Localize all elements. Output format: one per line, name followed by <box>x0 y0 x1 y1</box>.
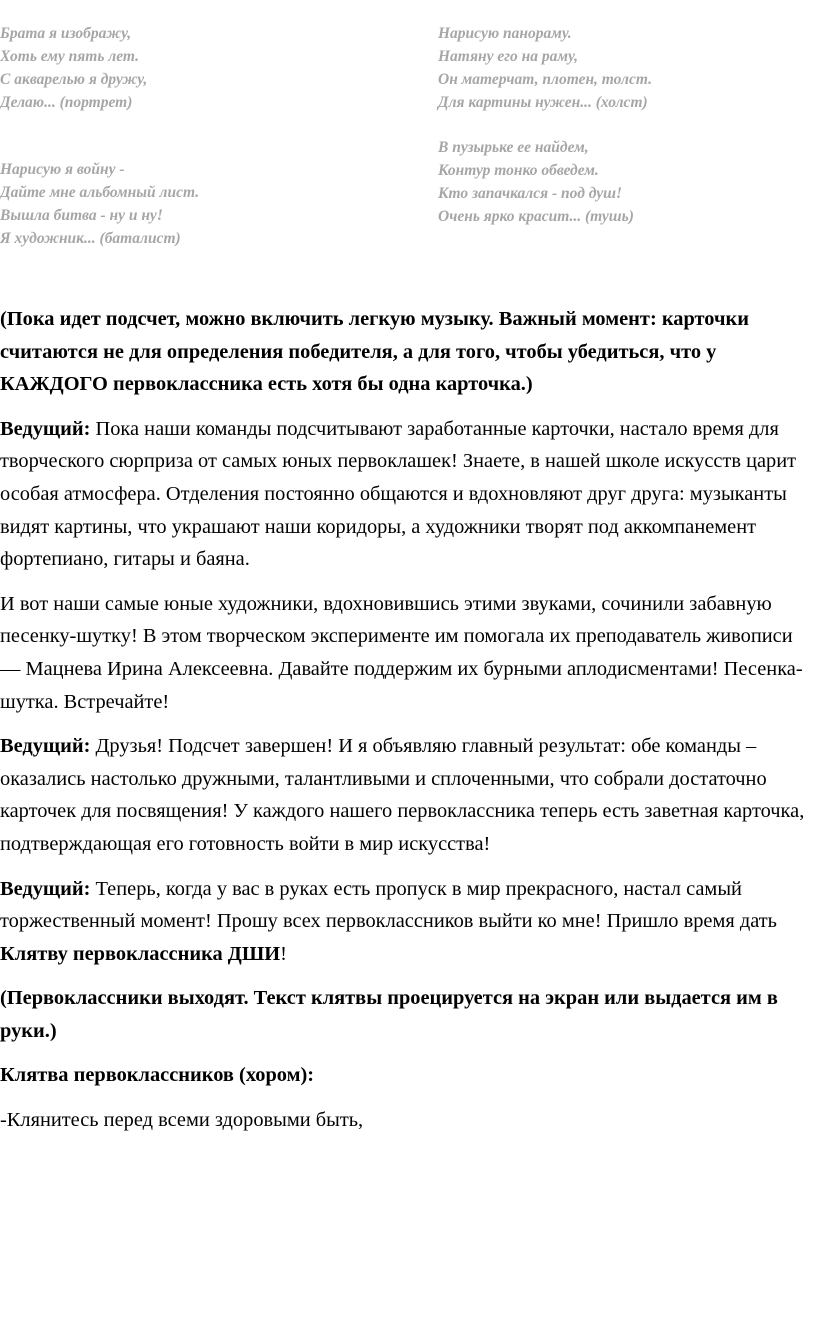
speech-text-end: ! <box>280 942 287 965</box>
poem-column-left <box>0 22 199 272</box>
poem-line: Нарисую я войну - <box>0 161 125 178</box>
poem-line: Делаю... (портрет) <box>0 94 133 111</box>
oath-line: -Клянитесь перед всеми здоровыми быть, <box>0 1109 364 1132</box>
stanza-ink <box>438 136 652 228</box>
host-speech <box>0 730 806 860</box>
speaker-label: Ведущий: <box>0 735 91 758</box>
poem-line: Вышла битва - ну и ну! <box>0 207 163 224</box>
stanza-portrait <box>0 22 199 114</box>
speaker-label: Ведущий: <box>0 417 91 440</box>
speaker-label: Ведущий: <box>0 877 91 900</box>
speech-text: Друзья! Подсчет завершен! И я объявляю главный результат: обе команды – оказались настолько дружными, талантливыми и сплоченными, что собрали достаточно карточек для посвящения! У каждого нашего первоклассника теперь есть заветная карточка, подтверждающая его готовность войти в мир искусства! <box>0 735 805 855</box>
speech-text: Теперь, когда у вас в руках есть пропуск в мир прекрасного, настал самый торжественный момент! Прошу всех первоклассников выйти ко мне! Пришло время дать <box>0 877 777 933</box>
poem-line: Для картины нужен... (холст) <box>438 94 648 111</box>
poem-line: Брата я изображу, <box>0 25 132 42</box>
poem-block <box>0 22 816 262</box>
poem-line: В пузырьке ее найдем, <box>438 139 589 156</box>
host-speech <box>0 413 806 576</box>
stage-direction: (Первоклассники выходят. Текст клятвы проецируется на экран или выдается им в руки.) <box>0 987 778 1042</box>
stanza-canvas <box>438 22 652 114</box>
poem-column-right <box>438 22 652 250</box>
stage-direction: (Пока идет подсчет, можно включить легкую музыку. Важный момент: карточки считаются не для определения победителя, а для того, чтобы убедиться, что у КАЖДОГО первоклассника есть хотя бы одна карточка.) <box>0 308 749 396</box>
oath-heading: Клятва первоклассников (хором): <box>0 1064 315 1087</box>
oath-title-inline: Клятву первоклассника ДШИ <box>0 942 281 965</box>
poem-line: Нарисую панораму. <box>438 25 572 42</box>
stanza-battle <box>0 158 199 250</box>
document-body <box>0 303 806 1137</box>
poem-line: Очень ярко красит... (тушь) <box>438 208 634 225</box>
speech-text: Пока наши команды подсчитывают заработанные карточки, настало время для творческого сюрприза от самых юных первоклашек! Знаете, в нашей школе искусств царит особая атмосфера. Отделения постоянно общаются и вдохновляют друг друга: музыканты видят картины, что украшают наши коридоры, а художники творят под аккомпанемент фортепиано, гитары и баяна. <box>0 417 797 571</box>
host-speech <box>0 873 806 971</box>
paragraph: И вот наши самые юные художники, вдохновившись этими звуками, сочинили забавную песенку-шутку! В этом творческом эксперименте им помогала их преподаватель живописи — Мацнева Ирина Алексеевна. Давайте поддержим их бурными аплодисментами! Песенка-шутка. Встречайте! <box>0 592 803 713</box>
poem-line: Натяну его на раму, <box>438 48 578 65</box>
poem-line: Кто запачкался - под душ! <box>438 185 623 202</box>
poem-line: Контур тонко обведем. <box>438 162 599 179</box>
poem-line: С акварелью я дружу, <box>0 71 148 88</box>
poem-line: Он матерчат, плотен, толст. <box>438 71 652 88</box>
poem-line: Дайте мне альбомный лист. <box>0 184 200 201</box>
poem-line: Я художник... (баталист) <box>0 230 181 247</box>
poem-line: Хоть ему пять лет. <box>0 48 140 65</box>
